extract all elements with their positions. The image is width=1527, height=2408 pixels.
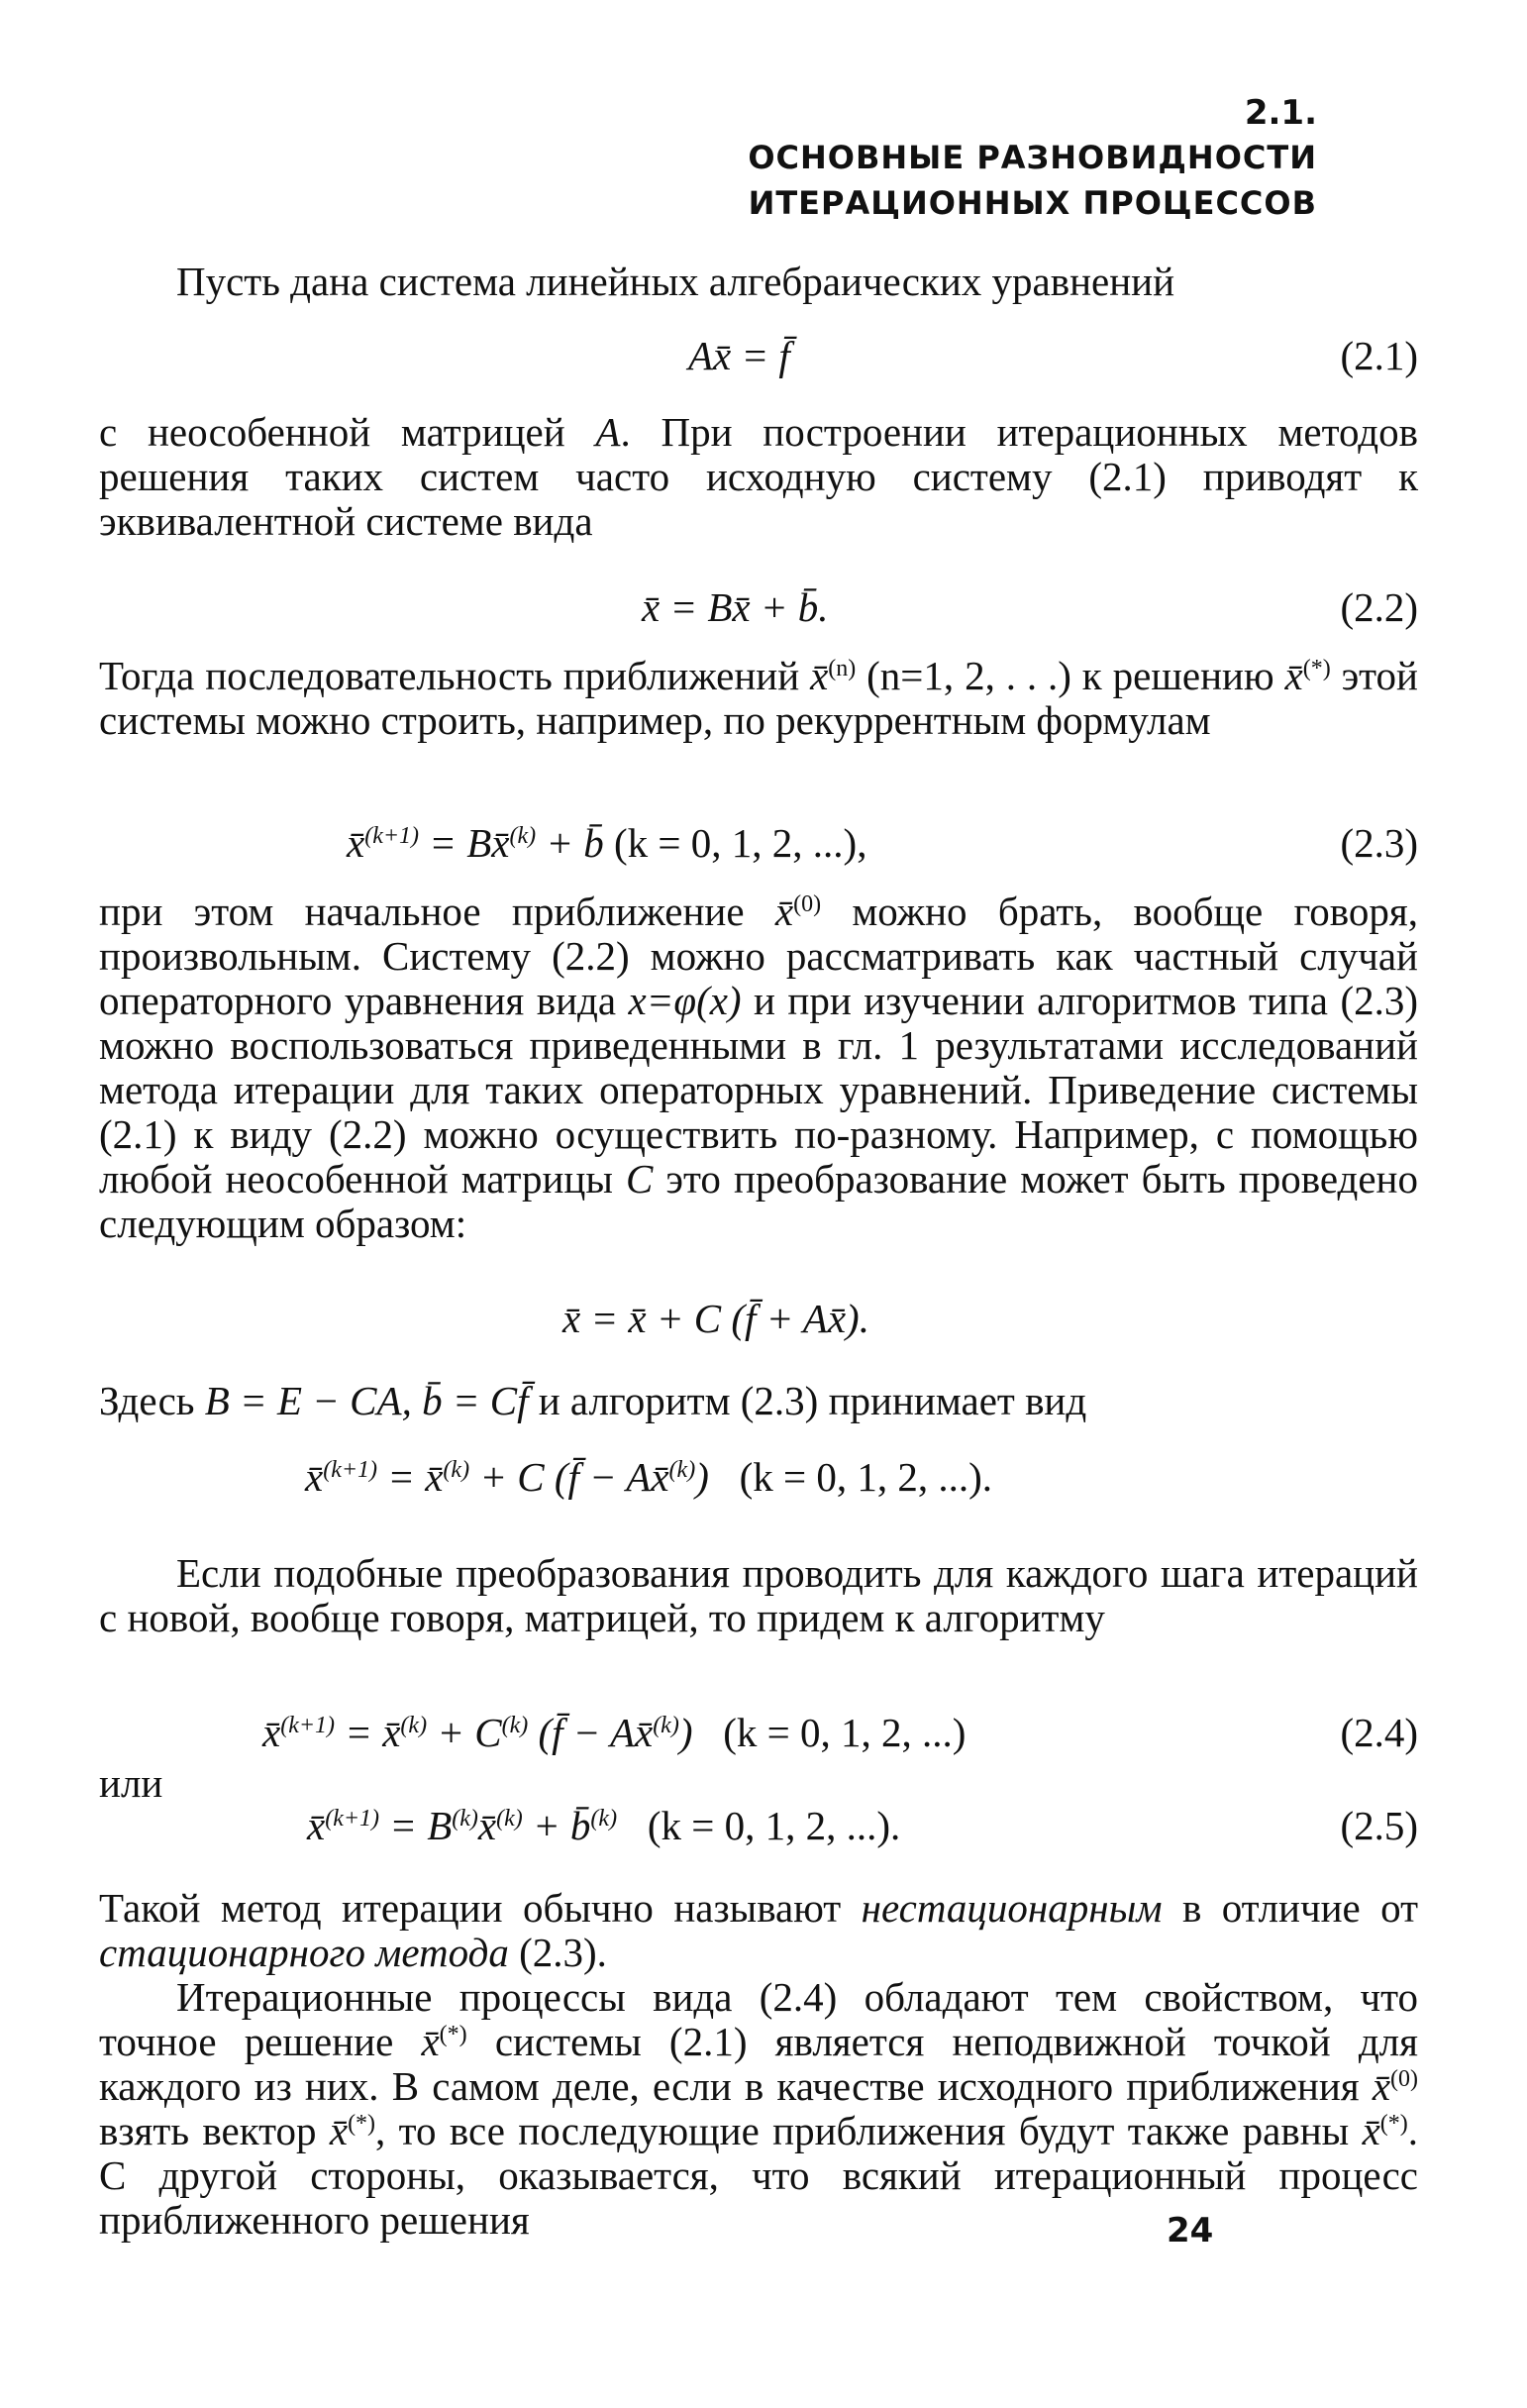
paragraph-5 [99, 1379, 1418, 1423]
eq4-condition: (k = 0, 1, 2, ...) [723, 1710, 967, 1755]
equation-2-3-body [347, 818, 866, 868]
x-zero-2-superscript: (0) [1390, 2066, 1418, 2092]
equation-transform-body: x̄ = x̄ + C (f̄ + Ax̄). [562, 1296, 869, 1341]
x-star-2-symbol: x̄ [421, 2019, 440, 2064]
paragraph-8-text-c: взять вектор [99, 2108, 330, 2153]
eqk-post: ) [695, 1454, 709, 1500]
section-number: 2.1. [1244, 93, 1317, 133]
equation-2-3-number: (2.3) [1340, 820, 1418, 866]
x-n-superscript: (n) [828, 656, 857, 681]
eq3-mid: = Bx̄ [419, 820, 510, 866]
paragraph-8-text-d: , то все последующие приближения будут также равны [375, 2108, 1363, 2153]
connector-ili-text: или [99, 1760, 163, 1806]
eq4-mid: = x̄ [335, 1710, 401, 1755]
paragraph-4-text-c: и при изучении алгоритмов типа (2.3) можно воспользоваться приведенными в гл. 1 результатами исследований метода итерации для таких операторных уравнений. Приведение системы (2.1) к виду (2.2) можно осуществить по-разному. Например, с помощью любой неособенной матрицы [99, 978, 1418, 1202]
paragraph-1 [99, 260, 1418, 304]
paragraph-8-text-b: системы (2.1) является неподвижной точкой для каждого из них. В самом деле, если в качестве исходного приближения [99, 2019, 1418, 2109]
eq5-sup-1: (k+1) [325, 1806, 380, 1832]
equation-iteration-body [305, 1452, 992, 1502]
equation-2-1-number: (2.1) [1340, 333, 1418, 378]
eq3-lhs: x̄ [347, 820, 365, 866]
x-star-4-symbol: x̄ [1362, 2108, 1380, 2153]
x-n [810, 653, 856, 698]
paragraph-3-text-a: Тогда последовательность приближений [99, 653, 811, 698]
eq5-lhs: x̄ [307, 1803, 326, 1848]
paragraph-8-text-e: . С другой стороны, оказывается, что всякий итерационный процесс приближенного решения [99, 2108, 1418, 2243]
equation-2-3 [99, 818, 1418, 868]
paragraph-3-text-c: этой системы можно строить, например, по рекуррентным формулам [99, 653, 1418, 743]
page-number: 24 [1167, 2211, 1214, 2251]
equation-2-2-body: x̄ = Bx̄ + b̄. [642, 584, 829, 630]
x-star-symbol: x̄ [1284, 653, 1303, 698]
eq4-sup-4: (k) [653, 1713, 679, 1738]
operator-equation: x=φ(x) [628, 978, 742, 1023]
paragraph-7-text-c: (2.3). [508, 1930, 607, 1975]
x-star-4-superscript: (*) [1379, 2111, 1408, 2137]
paragraph-4-text-b: можно брать, вообще говоря, произвольным. Систему (2.2) можно рассматривать как частный случай операторного уравнения вида [99, 889, 1418, 1023]
paragraph-5-math: B = E − CA, b̄ = Cf̄ [204, 1378, 529, 1423]
x-star-2 [421, 2019, 466, 2064]
eq4-lhs: x̄ [262, 1710, 281, 1755]
eqk-condition: (k = 0, 1, 2, ...). [739, 1454, 993, 1500]
eqk-mid-2: + C (f̄ − Ax̄ [469, 1454, 669, 1500]
term-stationary-method: стационарного метода [99, 1930, 509, 1975]
eq4-mid-2: + C [427, 1710, 502, 1755]
eq5-condition: (k = 0, 1, 2, ...). [647, 1803, 901, 1848]
eq4-sup-1: (k+1) [280, 1713, 336, 1738]
equation-2-2-number: (2.2) [1340, 584, 1418, 630]
paragraph-7 [99, 1886, 1418, 1975]
eq5-mid: = B [379, 1803, 453, 1848]
section-title-line-1: ОСНОВНЫЕ РАЗНОВИДНОСТИ [748, 139, 1317, 176]
paragraph-4 [99, 890, 1418, 1246]
paragraph-4-text-d: это преобразование может быть проведено следующим образом: [99, 1156, 1418, 1246]
x-star-2-superscript: (*) [439, 2022, 467, 2047]
eq3-sup-1: (k+1) [364, 823, 420, 849]
eq4-sup-3: (k) [501, 1713, 529, 1738]
paragraph-1-text: Пусть дана система линейных алгебраических уравнений [176, 259, 1175, 304]
paragraph-2-text-b: . При построении итерационных методов решения таких систем часто исходную систему (2.1) приводят к эквивалентной системе вида [99, 409, 1418, 544]
equation-2-1 [99, 331, 1418, 380]
eq5-sup-4: (k) [590, 1806, 618, 1832]
eq3-sup-2: (k) [509, 823, 537, 849]
eq5-sup-3: (k) [496, 1806, 523, 1832]
equation-2-5-number: (2.5) [1340, 1803, 1418, 1848]
matrix-c: C [625, 1156, 654, 1202]
section-heading [748, 91, 1317, 226]
eqk-lhs: x̄ [305, 1454, 324, 1500]
x-star-4 [1363, 2108, 1408, 2153]
x-zero-2 [1373, 2063, 1418, 2109]
eq4-post: ) [678, 1710, 693, 1755]
x-zero-symbol: x̄ [774, 889, 794, 934]
equation-iteration [99, 1452, 1418, 1502]
paragraph-5-text-a: Здесь [99, 1378, 205, 1423]
matrix-a: A [595, 409, 621, 455]
paragraph-8-text-a: Итерационные процессы вида (2.4) обладают тем свойством, что точное решение [99, 1974, 1418, 2064]
equation-2-4-number: (2.4) [1340, 1710, 1418, 1755]
eqk-sup-2: (k) [443, 1457, 470, 1483]
section-title-line-2: ИТЕРАЦИОННЫХ ПРОЦЕССОВ [748, 184, 1317, 222]
equation-2-4 [99, 1708, 1418, 1757]
x-zero-superscript: (0) [793, 891, 822, 917]
eqk-sup-3: (k) [668, 1457, 696, 1483]
paragraph-6-text: Если подобные преобразования проводить для каждого шага итераций с новой, вообще говоря, матрицей, то придем к алгоритму [99, 1550, 1418, 1640]
equation-2-5 [99, 1801, 1418, 1850]
eq4-mid-3: (f̄ − Ax̄ [528, 1710, 654, 1755]
paragraph-8 [99, 1975, 1418, 2243]
x-star-3 [330, 2108, 375, 2153]
term-nonstationary: нестационарным [861, 1885, 1163, 1931]
x-zero-2-symbol: x̄ [1372, 2063, 1391, 2109]
paragraph-3 [99, 654, 1418, 743]
x-n-symbol: x̄ [810, 653, 829, 698]
paragraph-7-text-b: в отличие от [1162, 1885, 1418, 1931]
eq4-sup-2: (k) [400, 1713, 428, 1738]
paragraph-5-text-b: и алгоритм (2.3) принимает вид [528, 1378, 1087, 1423]
paragraph-3-text-b: (n=1, 2, . . .) к решению [856, 653, 1285, 698]
equation-2-2 [99, 582, 1418, 632]
connector-ili [99, 1761, 1418, 1806]
eq3-condition: (k = 0, 1, 2, ...), [614, 820, 867, 866]
eq5-mid-3: + b̄ [522, 1803, 591, 1848]
x-star-3-superscript: (*) [348, 2111, 376, 2137]
x-star [1285, 653, 1331, 698]
eq5-mid-2: x̄ [477, 1803, 497, 1848]
eq3-post: + b̄ [536, 820, 615, 866]
x-zero [775, 889, 821, 934]
x-star-superscript: (*) [1302, 656, 1331, 681]
paragraph-7-text-a: Такой метод итерации обычно называют [99, 1885, 862, 1931]
x-star-3-symbol: x̄ [329, 2108, 349, 2153]
equation-transform [99, 1294, 1418, 1343]
equation-2-1-body: Ax̄ = f̄ [688, 333, 790, 378]
paragraph-2 [99, 410, 1418, 544]
eqk-mid: = x̄ [377, 1454, 444, 1500]
paragraph-6 [99, 1551, 1418, 1640]
paragraph-2-text-a: с неособенной матрицей [99, 409, 596, 455]
equation-2-4-body [262, 1708, 966, 1757]
eqk-sup-1: (k+1) [323, 1457, 378, 1483]
equation-2-5-body [307, 1801, 900, 1850]
eq5-sup-2: (k) [452, 1806, 478, 1832]
paragraph-4-text-a: при этом начальное приближение [99, 889, 775, 934]
